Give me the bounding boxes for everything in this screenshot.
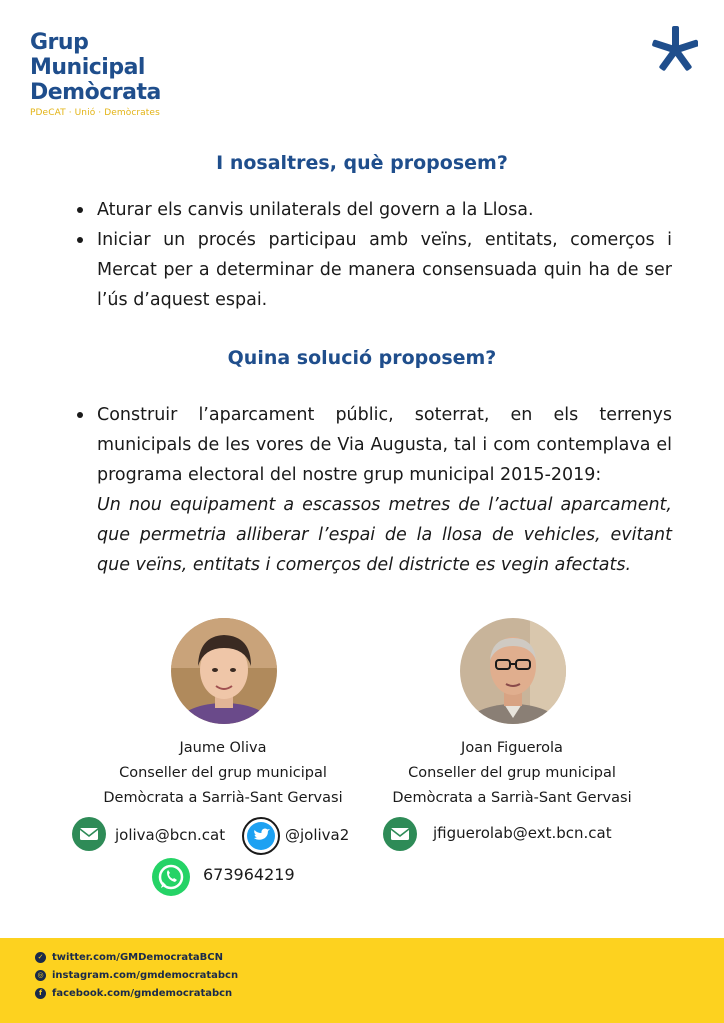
list-item: Aturar els canvis unilaterals del govern a la Llosa. [97,195,672,225]
solution-text: Construir l’aparcament públic, soterrat, en els terrenys municipals de les vores de Via Augusta, tal i com contemplava el programa electoral del nostre grup municipal 2015-2019: [97,405,672,485]
phone-number-jaume[interactable]: 673964219 [203,865,295,884]
person-district: Demòcrata a Sarrià-Sant Gervasi [392,790,632,806]
logo-line-3: Demòcrata [30,80,161,105]
social-footer [0,938,724,1023]
instagram-icon: ◎ [35,970,46,981]
footer-twitter-row[interactable] [35,949,223,965]
avatar-jaume-oliva [171,618,277,724]
twitter-handle-jaume[interactable]: @joliva2 [285,826,350,844]
person-role: Conseller del grup municipal [408,765,616,781]
solution-italic-text: Un nou equipament a escassos metres de l’actual aparcament, que permetria alliberar l’espai de la llosa de vehicles, evitant que veïns, entitats i comerços del districte es vegin afectats. [97,495,672,575]
footer-facebook-link[interactable]: facebook.com/gmdemocratabcn [52,987,233,999]
proposals-list [97,195,672,315]
logo-line-1: Grup [30,30,89,55]
section-heading-proposals: I nosaltres, què proposem? [216,152,508,174]
person-card-joan-figuerola [372,736,652,811]
logo-tagline: PDeCAT · Unió · Demòcrates [30,108,160,118]
person-name: Jaume Oliva [179,740,267,756]
person-card-jaume-oliva [83,736,363,811]
asterisk-logo-icon [652,26,698,72]
avatar-joan-figuerola [460,618,566,724]
email-icon [383,817,417,851]
list-item: Iniciar un procés participau amb veïns, entitats, comerços i Mercat per a determinar de manera consensuada quin ha de ser l’ús d’aquest espai. [97,225,672,315]
person-district: Demòcrata a Sarrià-Sant Gervasi [103,790,343,806]
person-name: Joan Figuerola [461,740,563,756]
solution-list [97,400,672,580]
twitter-icon: ✓ [35,952,46,963]
footer-instagram-row[interactable] [35,967,238,983]
footer-instagram-link[interactable]: instagram.com/gmdemocratabcn [52,969,239,981]
list-item [97,400,672,580]
footer-twitter-link[interactable]: twitter.com/GMDemocrataBCN [52,951,223,963]
whatsapp-icon [152,858,190,896]
facebook-icon: f [35,988,46,999]
person-role: Conseller del grup municipal [119,765,327,781]
footer-facebook-row[interactable] [35,985,232,1001]
section-heading-solution: Quina solució proposem? [227,347,497,369]
twitter-icon [242,817,280,855]
party-logo [30,30,161,118]
email-link-joan[interactable]: jfiguerolab@ext.bcn.cat [433,824,612,842]
logo-line-2: Municipal [30,55,145,80]
email-icon [72,817,106,851]
email-link-jaume[interactable]: joliva@bcn.cat [115,826,226,844]
